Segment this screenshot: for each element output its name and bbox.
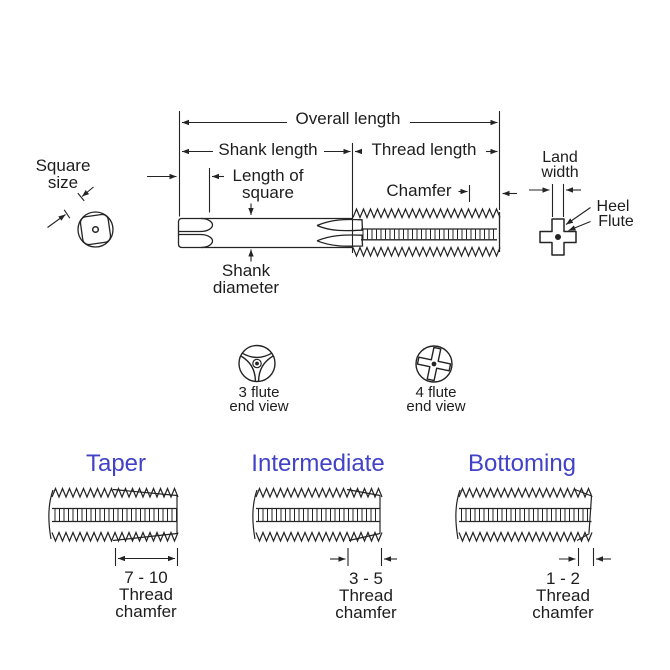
bottoming-heading: Bottoming [467,450,577,477]
intermediate-heading: Intermediate [251,450,385,477]
shank-length-label: Shank length [218,140,318,159]
overall-length-label: Overall length [295,109,401,128]
intermediate-chamfer-caption: 3 - 5 Thread chamfer [335,569,397,622]
square-size-label: Square size [35,156,91,192]
four-flute-view-label: 4 flute end view [406,384,466,415]
length-of-square-label: Length of square [232,166,304,202]
square-end-view [48,187,114,247]
chamfer-label: Chamfer [386,181,452,200]
taper-heading: Taper [85,450,147,477]
three-flute-end-view [239,346,275,382]
thread-cross-section-view [529,184,591,255]
land-width-label: Land width [541,149,579,181]
thread-length-label: Thread length [371,140,477,159]
bottoming-tap-drawing [456,489,611,567]
heel-label: Heel [596,198,630,215]
bottoming-chamfer-caption: 1 - 2 Thread chamfer [532,569,594,622]
flute-label: Flute [598,213,634,230]
taper-tap-drawing [49,489,178,567]
four-flute-end-view [415,345,453,383]
taper-chamfer-caption: 7 - 10 Thread chamfer [115,568,177,621]
three-flute-view-label: 3 flute end view [229,384,289,415]
intermediate-tap-drawing [253,489,397,567]
shank-diameter-label: Shank diameter [212,261,280,297]
main-tap-drawing [179,209,501,256]
